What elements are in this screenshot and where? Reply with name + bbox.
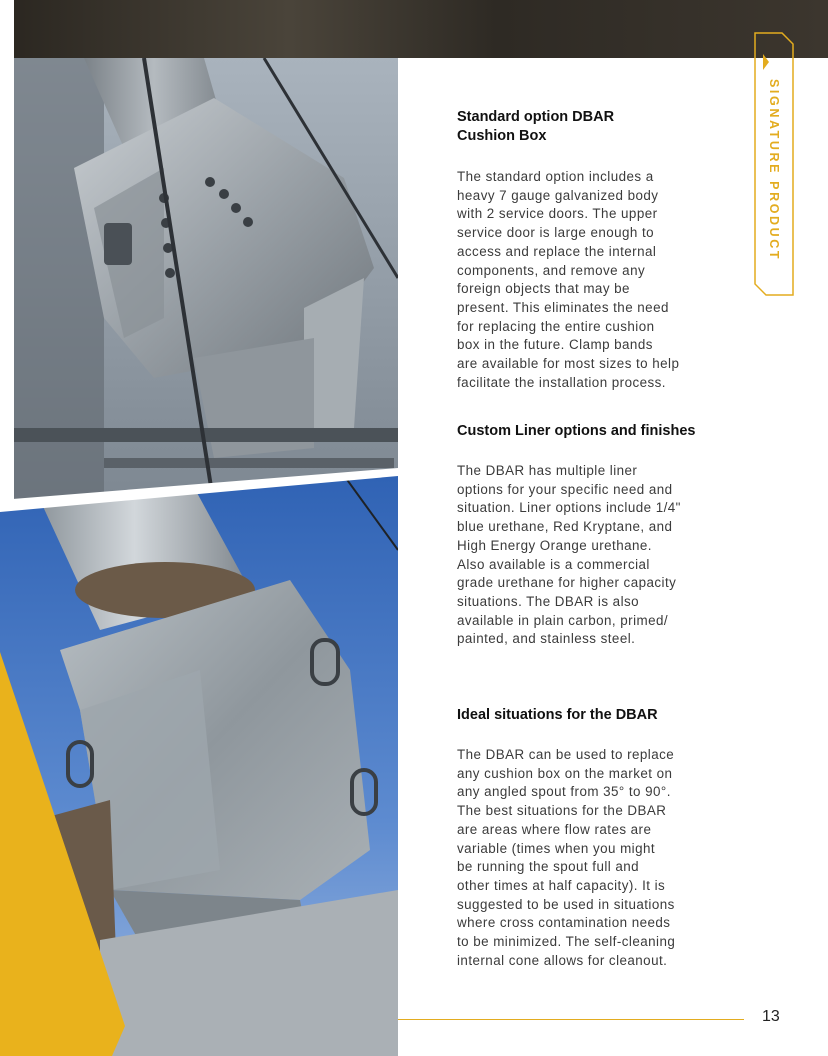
section-body <box>457 168 727 392</box>
body-line: service door is large enough to <box>457 225 655 241</box>
body-line: grade urethane for higher capacity <box>457 575 677 591</box>
body-line: The standard option includes a <box>457 169 654 184</box>
body-line: options for your specific need and <box>457 481 673 497</box>
cushion-box-photo-bottom <box>0 470 398 1056</box>
page-number: 13 <box>762 1008 780 1025</box>
body-line: where cross contamination needs <box>457 915 671 931</box>
cushion-box-photo-top <box>14 58 398 506</box>
body-line: The DBAR has multiple liner <box>457 463 638 478</box>
signature-product-label: SIGNATURE PRODUCT <box>767 78 781 262</box>
section-standard-option <box>457 108 727 392</box>
body-line: painted, and stainless steel. <box>457 631 636 647</box>
body-line: any angled spout from 35° to 90°. <box>457 784 671 800</box>
body-line: are available for most sizes to help <box>457 356 680 372</box>
signature-product-tab <box>754 32 794 296</box>
section-heading: Standard option DBAR Cushion Box <box>457 109 615 144</box>
body-line: variable (times when you might <box>457 840 656 856</box>
body-line: situation. Liner options include 1/4" <box>457 500 681 516</box>
section-heading: Custom Liner options and finishes <box>457 423 696 439</box>
body-line: High Energy Orange urethane. <box>457 537 652 553</box>
body-line: The best situations for the DBAR <box>457 803 667 819</box>
body-line: blue urethane, Red Kryptane, and <box>457 519 673 535</box>
body-line: Also available is a commercial <box>457 556 650 572</box>
body-line: heavy 7 gauge galvanized body <box>457 187 659 203</box>
body-line: for replacing the entire cushion <box>457 318 655 334</box>
body-line: with 2 service doors. The upper <box>457 206 658 222</box>
section-ideal-situations <box>457 706 727 970</box>
body-line: any cushion box on the market on <box>457 765 673 781</box>
body-line: components, and remove any <box>457 262 646 278</box>
body-line: available in plain carbon, primed/ <box>457 612 669 628</box>
section-body <box>457 462 727 649</box>
body-line: access and replace the internal <box>457 243 657 259</box>
body-line: present. This eliminates the need <box>457 299 669 315</box>
body-line: box in the future. Clamp bands <box>457 337 653 353</box>
body-line: facilitate the installation process. <box>457 374 666 390</box>
footer-rule <box>398 1019 744 1020</box>
section-heading: Ideal situations for the DBAR <box>457 707 658 723</box>
body-line: situations. The DBAR is also <box>457 593 640 609</box>
body-line: are areas where flow rates are <box>457 821 652 837</box>
body-line: The DBAR can be used to replace <box>457 747 675 762</box>
header-photo-band <box>0 0 828 58</box>
body-line: to be minimized. The self-cleaning <box>457 934 676 950</box>
body-line: be running the spout full and <box>457 859 640 875</box>
body-line: internal cone allows for cleanout. <box>457 952 668 968</box>
body-line: foreign objects that may be <box>457 281 630 297</box>
section-custom-liner <box>457 422 727 649</box>
body-line: other times at half capacity). It is <box>457 877 666 893</box>
body-line: suggested to be used in situations <box>457 896 675 912</box>
section-body <box>457 746 727 970</box>
